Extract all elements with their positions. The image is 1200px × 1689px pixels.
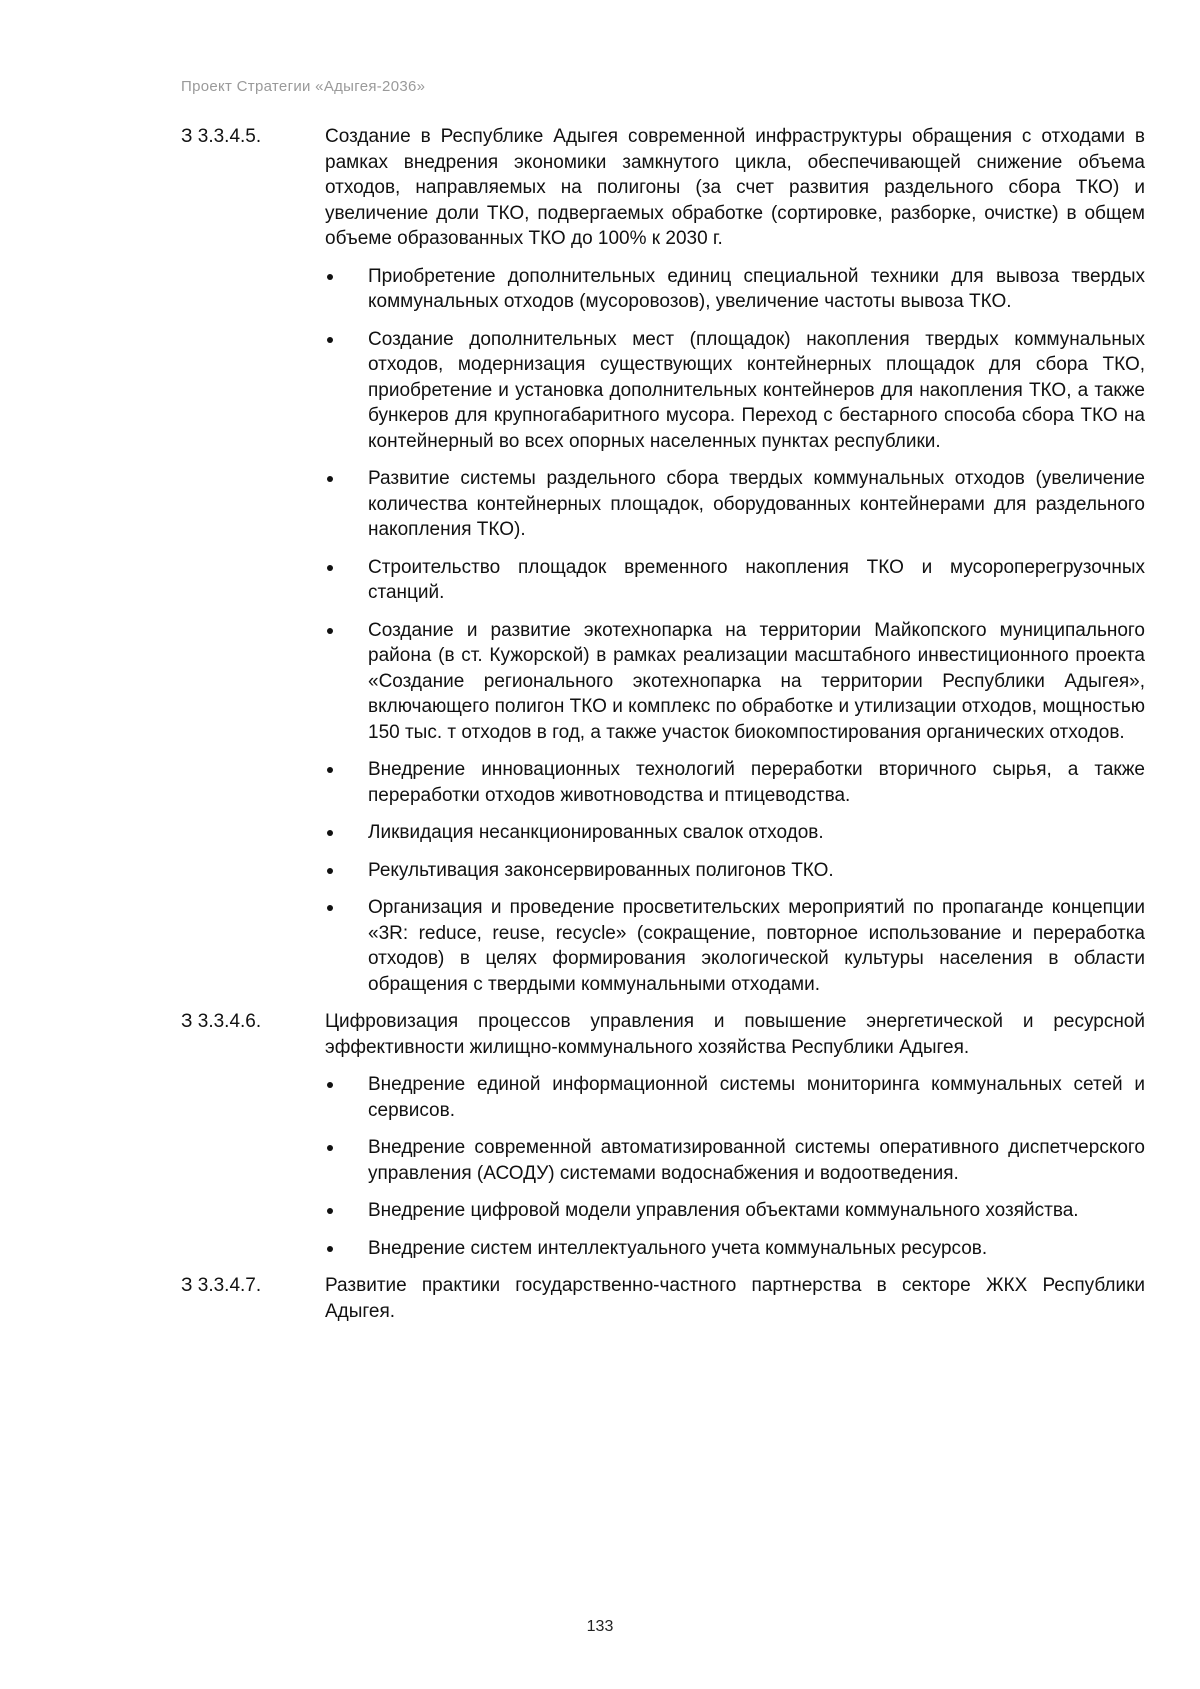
list-item <box>325 1135 1145 1186</box>
list-item <box>325 820 1145 846</box>
list-item-text: Ликвидация несанкционированных свалок отходов. <box>368 822 824 843</box>
task-title: Создание в Республике Адыгея современной инфраструктуры обращения с отходами в рамках внедрения экономики замкнутого цикла, обеспечивающей снижение объема отходов, направляемых на полигоны (за счет развития раздельного сбора ТКО) и увеличение доли ТКО, подвергаемых обработке (сортировке, разборке, очистке) в общем объеме образованных ТКО до 100% к 2030 г. <box>325 126 1145 249</box>
list-item <box>325 264 1145 315</box>
list-item <box>325 757 1145 808</box>
task-bullet-list <box>325 264 1145 998</box>
list-item-text: Внедрение инновационных технологий переработки вторичного сырья, а также переработки отходов животноводства и птицеводства. <box>368 759 1145 806</box>
list-item-text: Внедрение современной автоматизированной системы оперативного диспетчерского управления (АСОДУ) системами водоснабжения и водоотведения. <box>368 1137 1145 1184</box>
list-item <box>325 1198 1145 1224</box>
list-item <box>325 618 1145 746</box>
list-item <box>325 1072 1145 1123</box>
list-item-text: Строительство площадок временного накопления ТКО и мусороперегрузочных станций. <box>368 556 1145 603</box>
list-item <box>325 1236 1145 1262</box>
task-block <box>181 124 1145 252</box>
list-item <box>325 466 1145 543</box>
list-item-text: Рекультивация законсервированных полигонов ТКО. <box>368 859 834 881</box>
list-item-text: Организация и проведение просветительских мероприятий по пропаганде концепции «3R: reduce, reuse, recycle» (сокращение, повторное использование и переработка отходов) в целях формирования экологической культуры населения в области обращения с твердыми коммунальными отходами. <box>368 897 1145 995</box>
list-item-text: Создание дополнительных мест (площадок) накопления твердых коммунальных отходов, модернизация существующих контейнерных площадок для сбора ТКО, приобретение и установка дополнительных контейнеров для накопления ТКО, а также бункеров для крупногабаритного мусора. Переход с бестарного способа сбора ТКО на контейнерный во всех опорных населенных пунктах республики. <box>368 328 1145 452</box>
task-bullet-list <box>325 1072 1145 1261</box>
list-item <box>325 858 1145 884</box>
list-item-text: Внедрение систем интеллектуального учета коммунальных ресурсов. <box>368 1237 988 1259</box>
task-title: Цифровизация процессов управления и повышение энергетической и ресурсной эффективности жилищно-коммунального хозяйства Республики Адыгея. <box>325 1011 1145 1058</box>
task-number: З 3.3.4.5. <box>181 126 262 147</box>
list-item-text: Приобретение дополнительных единиц специальной техники для вывоза твердых коммунальных отходов (мусоровозов), увеличение частоты вывоза ТКО. <box>368 265 1145 312</box>
task-title: Развитие практики государственно-частного партнерства в секторе ЖКХ Республики Адыгея. <box>325 1275 1145 1322</box>
task-block <box>181 1009 1145 1060</box>
running-header: Проект Стратегии «Адыгея-2036» <box>181 78 426 95</box>
list-item-text: Создание и развитие экотехнопарка на территории Майкопского муниципального района (в ст. Кужорской) в рамках реализации масштабного инвестиционного проекта «Создание регионального экотехнопарка на территории Республики Адыгея», включающего полигон ТКО и комплекс по обработке и утилизации отходов, мощностью 150 тыс. т отходов в год, а также участок биокомпостирования органических отходов. <box>368 619 1145 743</box>
list-item <box>325 327 1145 455</box>
page-number: 133 <box>586 1618 614 1635</box>
list-item-text: Развитие системы раздельного сбора твердых коммунальных отходов (увеличение количества контейнерных площадок, оборудованных контейнерами для раздельного накопления ТКО). <box>368 468 1145 540</box>
task-number: З 3.3.4.6. <box>181 1011 262 1032</box>
list-item-text: Внедрение цифровой модели управления объектами коммунального хозяйства. <box>368 1200 1079 1221</box>
task-block <box>181 1273 1145 1324</box>
list-item <box>325 555 1145 606</box>
task-number: З 3.3.4.7. <box>181 1275 262 1296</box>
list-item-text: Внедрение единой информационной системы мониторинга коммунальных сетей и сервисов. <box>368 1074 1145 1121</box>
page-content <box>181 124 1145 1336</box>
list-item <box>325 895 1145 997</box>
